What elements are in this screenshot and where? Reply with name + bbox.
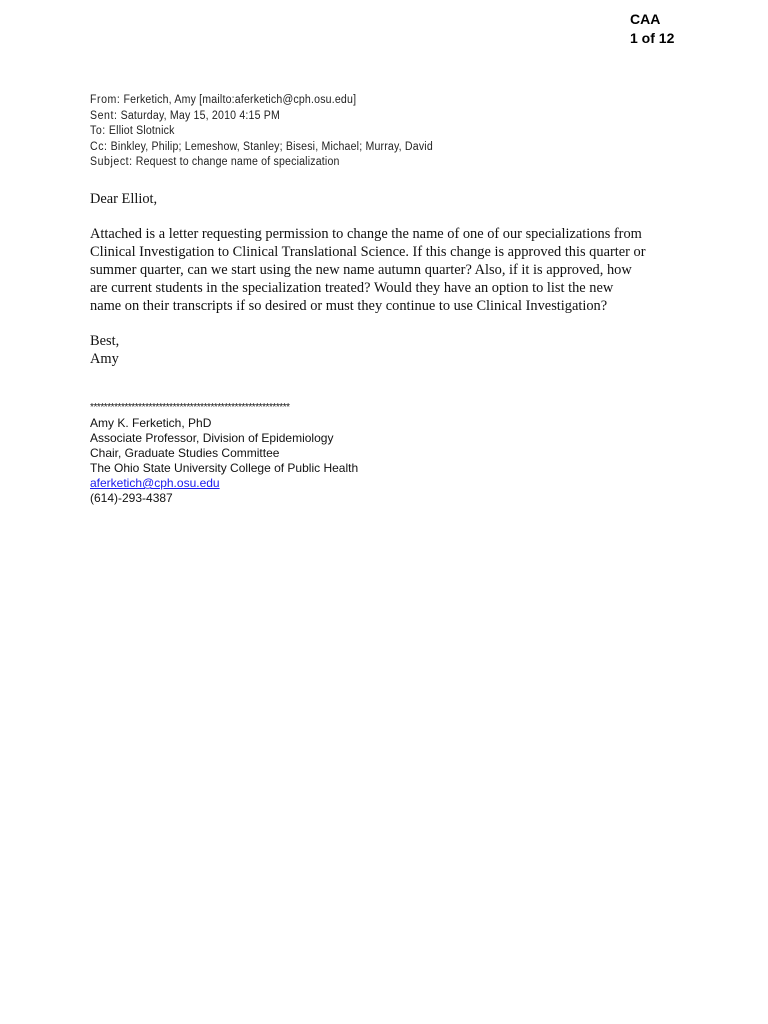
- to-value: Elliot Slotnick: [108, 125, 175, 138]
- cc-value: Binkley, Philip; Lemeshow, Stanley; Bisesi, Michael; Murray, David: [110, 140, 433, 153]
- signature-title: Associate Professor, Division of Epidemiology: [90, 431, 334, 445]
- signature-role: Chair, Graduate Studies Committee: [90, 446, 280, 460]
- signature-email-link[interactable]: aferketich@cph.osu.edu: [90, 476, 220, 490]
- to-row: [90, 124, 433, 140]
- signature-name: Amy K. Ferketich, PhD: [90, 416, 212, 430]
- to-label: To:: [90, 125, 106, 138]
- body-paragraph: [90, 225, 690, 315]
- salutation: Dear Elliot,: [90, 191, 158, 207]
- cc-label: Cc:: [90, 140, 108, 153]
- closing: Best,: [90, 333, 120, 349]
- subject-row: [90, 155, 433, 171]
- subject-label: Subject:: [90, 156, 133, 169]
- email-body: [90, 190, 690, 368]
- sent-row: [90, 109, 433, 125]
- cc-row: [90, 140, 433, 156]
- subject-value: Request to change name of specialization: [135, 156, 340, 169]
- signature-phone: (614)-293-4387: [90, 491, 173, 505]
- sent-label: Sent:: [90, 109, 118, 122]
- paragraph-line: Clinical Investigation to Clinical Translational Science. If this change is approved this quarter or: [90, 244, 646, 260]
- from-label: From:: [90, 94, 121, 106]
- paragraph-line: name on their transcripts if so desired or must they continue to use Clinical Investigation?: [90, 298, 608, 314]
- page-header-tag: [630, 10, 674, 48]
- signature-divider: **********************************************************: [90, 402, 290, 413]
- sent-value: Saturday, May 15, 2010 4:15 PM: [120, 109, 281, 122]
- page-number: 1 of 12: [630, 30, 675, 46]
- email-signature: [90, 401, 358, 506]
- email-header: [90, 93, 433, 171]
- paragraph-line: are current students in the specialization treated? Would they have an option to list the new: [90, 280, 614, 296]
- from-row: [90, 93, 433, 109]
- signature-institution: The Ohio State University College of Public Health: [90, 461, 359, 475]
- paragraph-line: Attached is a letter requesting permission to change the name of one of our specializations from: [90, 226, 642, 242]
- document-code: CAA: [630, 11, 661, 27]
- sender-name: Amy: [90, 351, 119, 367]
- paragraph-line: summer quarter, can we start using the new name autumn quarter? Also, if it is approved, how: [90, 262, 632, 278]
- from-value: Ferketich, Amy [mailto:aferketich@cph.osu.edu]: [123, 94, 357, 106]
